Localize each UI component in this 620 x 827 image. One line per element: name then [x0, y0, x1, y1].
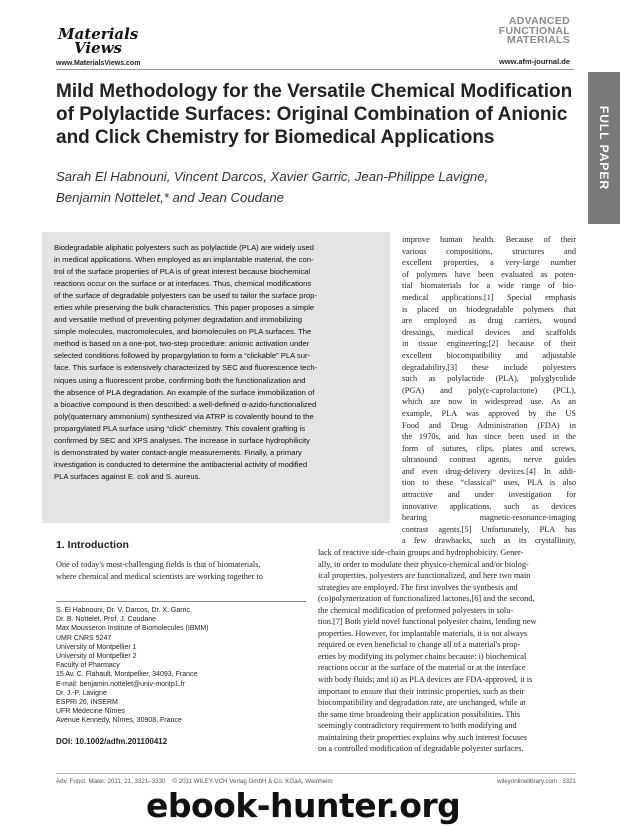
body-line: seemingly contradictory requirement to both modifying and — [318, 721, 517, 731]
footer-site — [497, 778, 576, 785]
article-title — [56, 80, 576, 149]
affiliation-line: Max Mousseron Institute of Biomolecules (IBMM) — [56, 625, 209, 633]
body-line: bearing magnetic-resonance-imaging — [402, 513, 576, 523]
body-line: degradability,[3] these include polyesters — [402, 362, 576, 372]
body-line: and even drug-delivery devices.[4] In addi- — [402, 466, 576, 476]
affiliation-block — [56, 606, 306, 726]
body-line: dressings, medical devices and scaffolds — [402, 327, 576, 337]
affiliation-line: University of Montpellier 1 — [56, 643, 137, 651]
body-column-wide — [318, 547, 576, 755]
abstract-line: niques using a fluorescent probe, confirming both the functionalization and — [54, 375, 306, 385]
copyright-text: © 2011 WILEY-VCH Verlag GmbH & Co. KGaA, Weinheim — [172, 778, 333, 785]
brand-line-1: ADVANCED — [508, 15, 570, 27]
body-line: improve human health. Because of their — [402, 235, 576, 244]
body-line: reactions occur at the surface of the material or at the interface — [318, 663, 526, 673]
site-link[interactable]: wileyonlinelibrary.com — [497, 778, 558, 785]
affiliation-line: Dr. B. Nottelet, Prof. J. Coudane — [56, 616, 156, 624]
abstract-line: and versatile method of preventing polymer degradation and immobilizing — [54, 315, 303, 325]
body-line: (co)polymerization of functionalized lactones,[6] and the second, — [318, 594, 535, 604]
brand-line-2: FUNCTIONAL — [498, 24, 570, 37]
page-number: 3321 — [562, 778, 576, 785]
body-line: tion to these “classical” uses, PLA is also — [402, 478, 576, 488]
body-line: with body fluids; and ii) as PLA devices are FDA-approved, it is — [318, 675, 533, 685]
abstract-line: method is based on a one-pot, two-step procedure: anionic activation under — [54, 339, 310, 349]
abstract-line: in medical applications. When employed as an implantable material, the con- — [54, 255, 314, 265]
citation-text: Adv. Funct. Mater. 2011, 21, 3321–3330 — [56, 778, 166, 785]
abstract-line: reactions occur on the surface or at interfaces. Thus, chemical modifications — [54, 279, 312, 289]
affiliation-line: ESPRI 26, INSERM — [56, 699, 118, 707]
watermark: ebook-hunter.org — [146, 786, 461, 825]
body-line: where chemical and medical scientists are working together to — [56, 571, 263, 581]
abstract-line: face. This surface is extensively characterized by SEC and fluorescence tech- — [54, 363, 318, 373]
header-rule — [56, 69, 574, 70]
materials-views-url[interactable]: www.MaterialsViews.com — [56, 60, 141, 67]
affiliation-line: Dr. J.-P. Lavigne — [56, 689, 107, 697]
logo-line-1: Materials — [58, 25, 139, 43]
body-line: are employed as drug carriers, wound — [402, 316, 576, 326]
author-list — [56, 166, 576, 208]
body-line: tion.[7] Both yield novel functional polyester chains, lending new — [318, 617, 537, 627]
materials-views-logo — [58, 27, 138, 55]
abstract-line: simple molecules, macromolecules, and biomolecules on PLA surfaces. The — [54, 327, 312, 337]
abstract-line: propargylated PLA surface using “click” chemistry. This covalent grafting is — [54, 423, 306, 433]
body-line: on a controlled modification of degradable polyester surfaces. — [318, 744, 524, 754]
body-line: (PGA) and poly(ε-caprolactone) (PCL), — [402, 385, 576, 395]
journal-url[interactable]: www.afm-journal.de — [499, 57, 570, 66]
abstract-line: Biodegradable aliphatic polyesters such as polylactide (PLA) are widely used — [54, 243, 314, 252]
introduction-text — [56, 559, 306, 582]
section-tab-label: FULL PAPER — [597, 105, 611, 191]
footer-citation — [56, 778, 333, 785]
affiliation-line: S. El Habnouni, Dr. V. Darcos, Dr. X. Garric, — [56, 607, 192, 614]
section-tab — [588, 72, 620, 224]
doi-link[interactable]: DOI: 10.1002/adfm.201100412 — [56, 737, 168, 746]
body-line: example, PLA was approved by the US — [402, 408, 576, 418]
body-line: contrast agents.[5] Unfortunately, PLA has — [402, 524, 576, 534]
body-line: in tissue engineering;[2] because of their — [402, 339, 576, 349]
body-line: various compositions, structures and — [402, 246, 576, 256]
abstract-line: erties while preserving the bulk characteristics. This paper proposes a simple — [54, 303, 315, 313]
body-line: of polymers have been evaluated as poten- — [402, 269, 576, 279]
body-line: is placed on biodegradable polymers that — [402, 304, 576, 314]
body-line: the 1970s, and has since been used in the — [402, 432, 576, 442]
body-line: properties. However, for implantable materials, it is not always — [318, 628, 528, 638]
author-line: Benjamin Nottelet,* and Jean Coudane — [56, 190, 285, 205]
affiliation-email[interactable]: E-mail: benjamin.nottelet@univ-montp1.fr — [56, 680, 185, 688]
title-line: of Polylactide Surfaces: Original Combination of Anionic — [56, 104, 568, 125]
body-line: tial biomaterials for a wide range of bio- — [402, 281, 576, 291]
body-line: which are now in widespread use. As an — [402, 397, 576, 407]
section-heading-introduction: 1. Introduction — [56, 539, 129, 551]
body-line: strategies are employed. The first involves the synthesis and — [318, 582, 518, 592]
body-line: attractive and under investigation for — [402, 490, 576, 500]
body-line: a few drawbacks, such as its crystallinity, — [402, 536, 576, 546]
body-line: excellent properties, a very-large number — [402, 258, 576, 268]
abstract-line: PLA surfaces against E. coli and S. aureus. — [54, 471, 201, 481]
title-line: Mild Methodology for the Versatile Chemical Modification — [56, 81, 573, 102]
body-line: medical applications.[1] Special emphasis — [402, 292, 576, 302]
abstract-line: trol of the surface properties of PLA is of great interest because biochemical — [54, 267, 311, 277]
abstract-line: the absence of PLA degradation. An example of the surface immobilization of — [54, 387, 315, 397]
abstract-text — [54, 242, 388, 483]
body-line: ultrasound contrast agents, nerve guides — [402, 455, 576, 465]
affiliation-line: UFR Médecine Nîmes — [56, 708, 125, 716]
body-line: One of today's most-challenging fields is that of biomaterials, — [56, 560, 261, 569]
affiliation-line: Avenue Kennedy, Nîmes, 30908, France — [56, 717, 182, 725]
affiliation-line: 15 Av. C. Flahault, Montpellier, 34093, France — [56, 671, 198, 679]
footer-rule — [56, 773, 576, 774]
journal-brand-logo — [499, 17, 570, 46]
body-line: such as polylactide (PLA), polyglycolide — [402, 374, 576, 384]
body-line: maintaining their properties explains why such interest focuses — [318, 732, 527, 742]
body-line: erties by modifying its polymer chains because: i) biochemical — [318, 651, 527, 661]
affiliation-line: University of Montpellier 2 — [56, 653, 137, 661]
affiliation-line: Faculty of Pharmacy — [56, 662, 120, 670]
footnote-rule — [56, 601, 306, 602]
abstract-line: a bioactive compound is then described: a well-defined α-azido-functionalized — [54, 399, 317, 409]
brand-line-3: MATERIALS — [506, 34, 570, 46]
body-line: ical properties, polyesters are functionalized, and here two main — [318, 571, 531, 581]
body-line: ally, in order to modulate their physico-chemical and/or biolog- — [318, 559, 529, 569]
body-line: excellent biocompatibility and adjustable — [402, 350, 576, 360]
abstract-line: selected conditions followed by propargylation to form a “clickable” PLA sur- — [54, 351, 311, 361]
logo-line-2: Views — [74, 39, 122, 57]
abstract-line: poly(quaternary ammonium) synthesized via ATRP is covalently bound to the — [54, 411, 314, 421]
author-line: Sarah El Habnouni, Vincent Darcos, Xavier Garric, Jean-Philippe Lavigne, — [56, 169, 489, 184]
body-line: the chemical modification of preformed polyesters in solu- — [318, 605, 514, 615]
affiliation-line: UMR CNRS 5247 — [56, 634, 112, 642]
abstract-line: of the surface of degradable polyesters can be used to tailor the surface prop- — [54, 291, 317, 301]
body-line: important to ensure that their intrinsic properties, such as their — [318, 686, 525, 696]
body-line: the same time broadening their application possibilities. This — [318, 709, 521, 719]
abstract-line: confirmed by SEC and XPS analyses. The increase in surface hydrophilicity — [54, 435, 310, 445]
body-column-right — [402, 234, 576, 547]
body-line: lack of reactive side-chain groups and hydrophobicity. Gener- — [318, 548, 524, 557]
body-line: Food and Drug Administration (FDA) in — [402, 420, 576, 430]
abstract-line: is demonstrated by water contact-angle measurements. Finally, a primary — [54, 447, 302, 457]
abstract-line: investigation is conducted to determine the antibacterial activity of modified — [54, 459, 308, 469]
title-line: and Click Chemistry for Biomedical Applications — [56, 127, 495, 148]
body-line: biocompatibility and degradation rate, are unchanged, while at — [318, 698, 526, 708]
body-line: form of sutures, clips, plates and screws, — [402, 443, 576, 453]
body-line: innovative applications, such as devices — [402, 501, 576, 511]
body-line: required or even beneficial to change all of a material's prop- — [318, 640, 521, 650]
